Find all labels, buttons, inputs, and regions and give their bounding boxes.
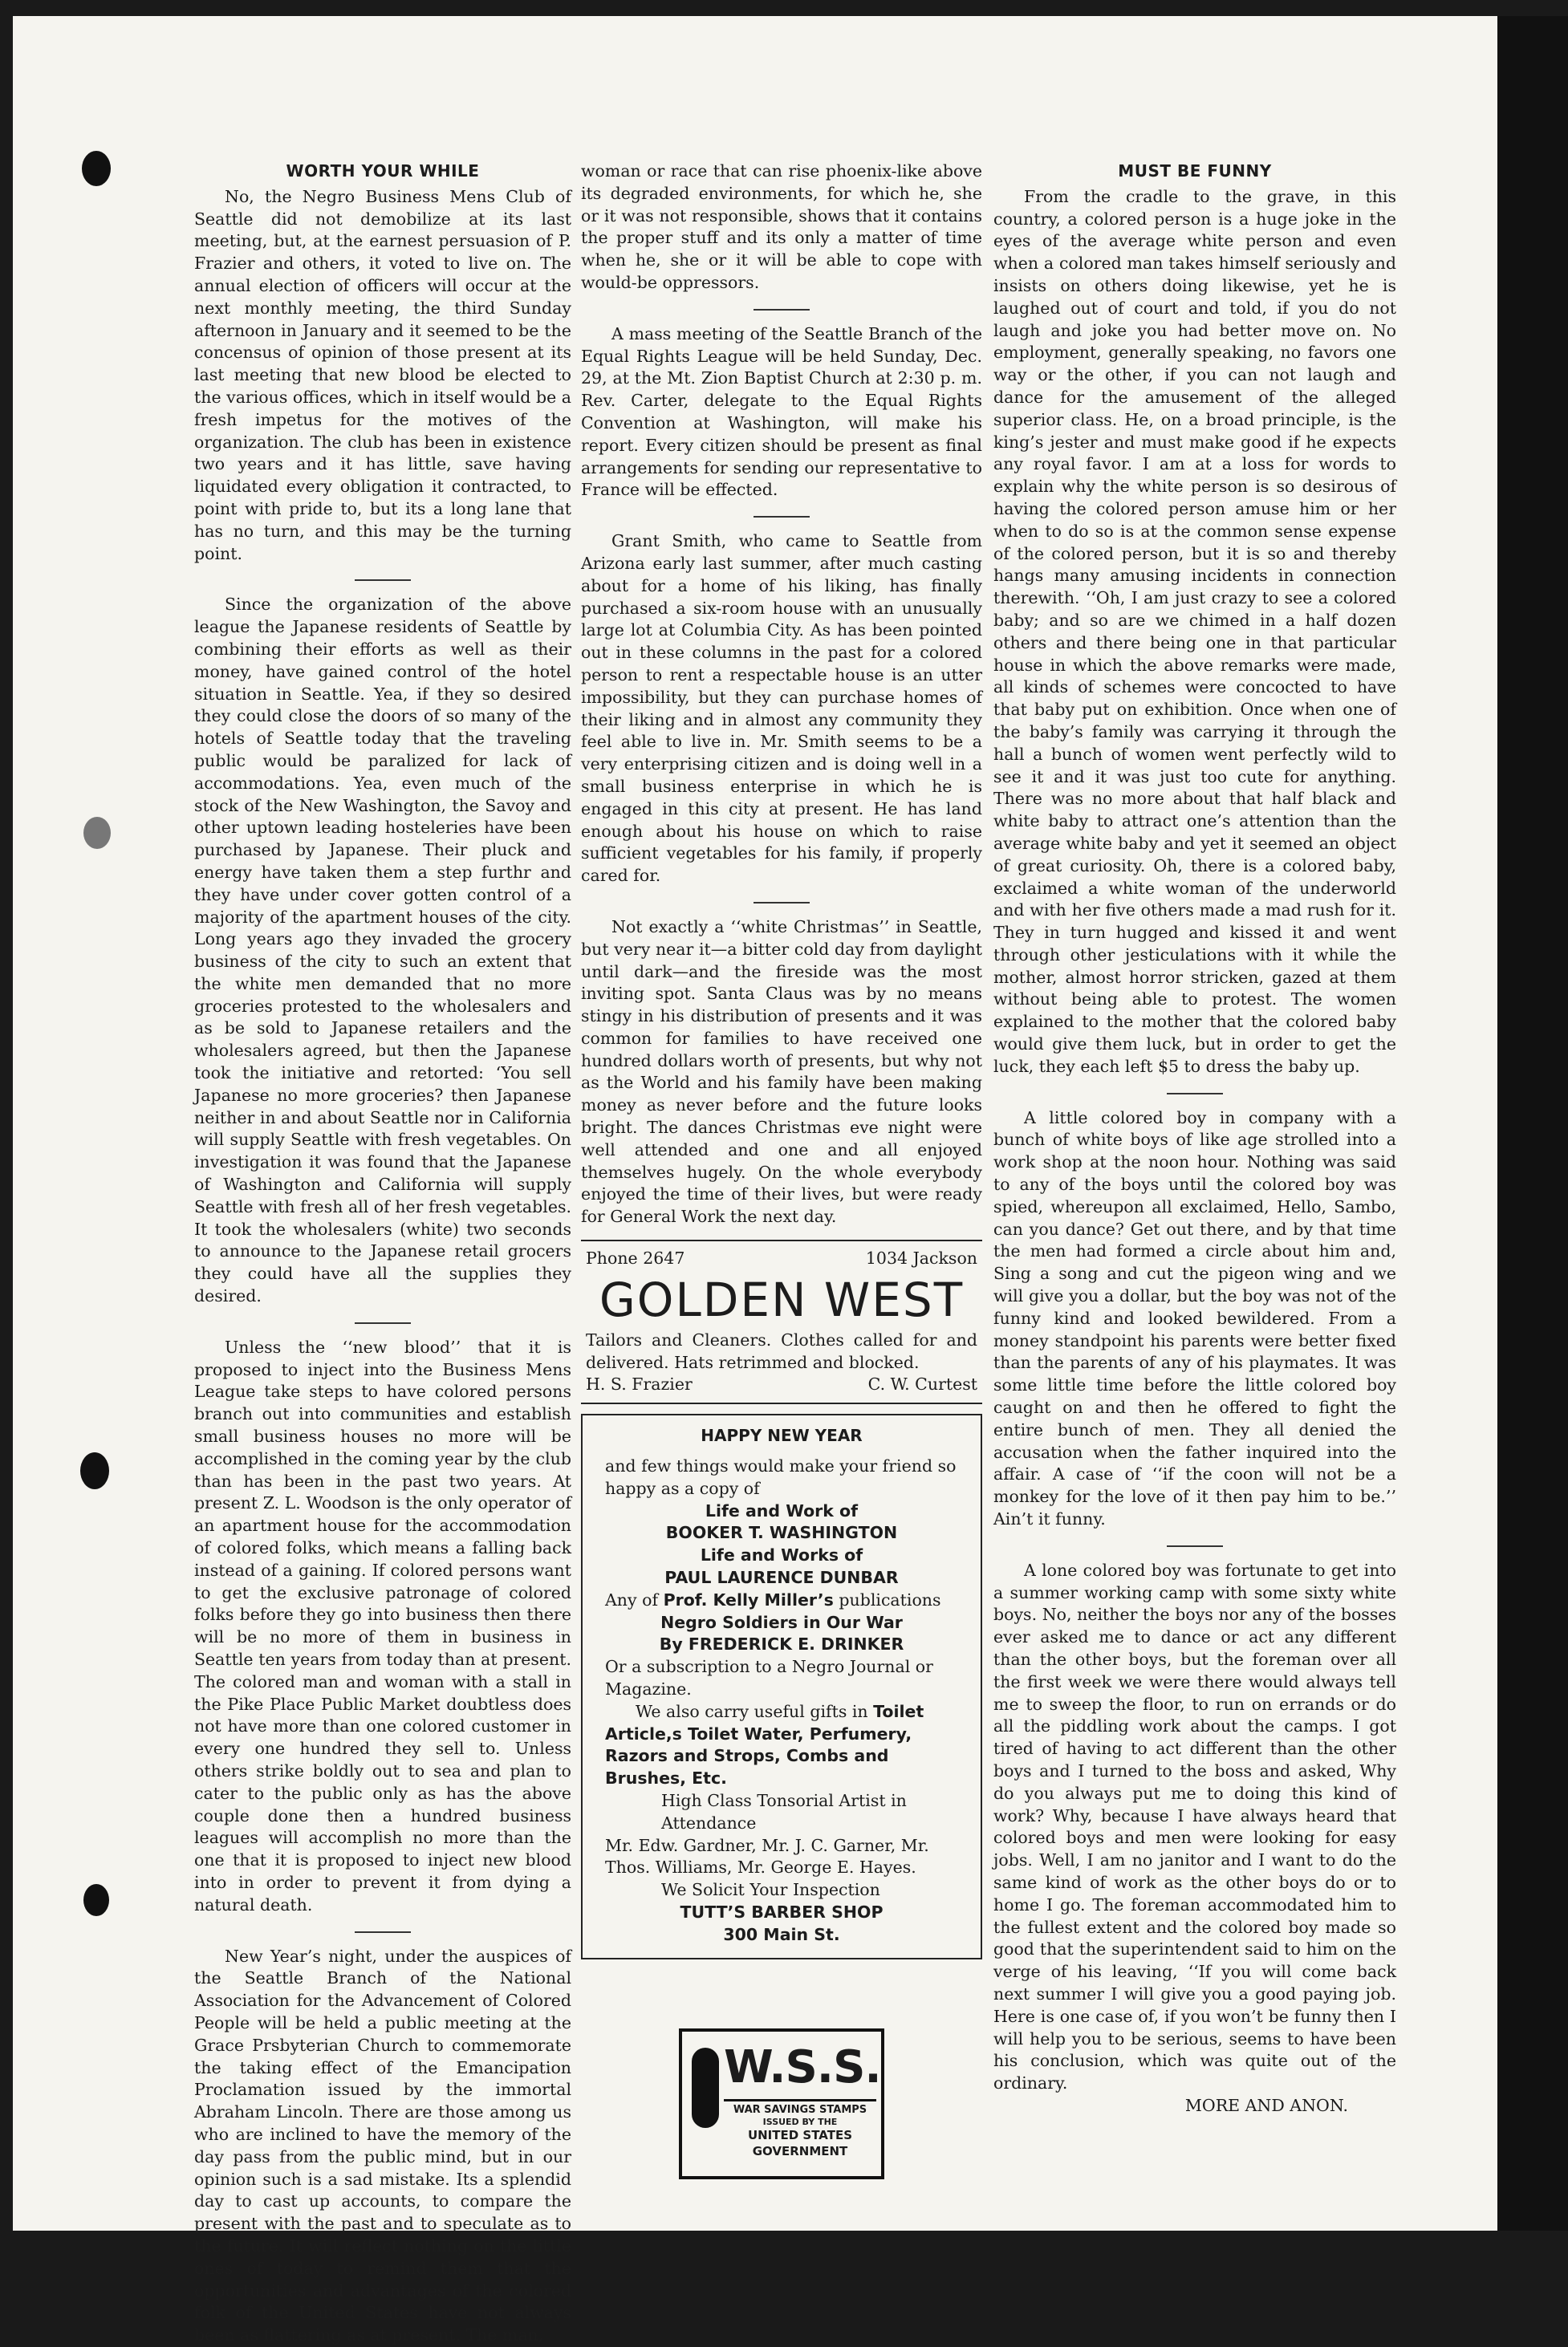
logo-lettering: ISSUED BY THE — [762, 2116, 838, 2127]
golden-west-ad — [581, 1240, 982, 1404]
paragraph: From the cradle to the grave, in this country, a colored person is a huge joke in the eyes of the average white person and even when a colored man takes himself seriously and insists on others doing likewise, yet he is laughed out of court and told, if you do not laugh and joke you had better move on. No employment, generally speaking, no favors one way or the other, if you can not laugh and dance for the amusement of the alleged superior class. He, on a broad principle, is the king’s jester and must make good if he expects any royal favor. I am at a loss for words to explain why the white person is so desirous of having the colored person amuse him or her when to do so is at the common sense expense of the colored person, but it is so and thereby hangs many amusing incidents in connection therewith. ‘‘Oh, I am just crazy to see a colored baby; and so are we chimed in a half dozen others and there being one in that particular house in which the above remarks were made, all kinds of schemes were concocted to have that baby put on exhibition. Once when one of the baby’s family was carrying it through the hall a bunch of women went perfectly wild to see it and it was just too cute for anything. There was no more about that half black and white baby to attract one’s attention than the average white baby and yet it seemed an object of great curiosity. Oh, there is a colored baby, exclaimed a white woman of the underworld and with her five others made a mad rush for it. They in turn hugged and kissed it and went through other jesticulations with it while the mother, almost horror stricken, gazed at them without being able to protest. The women explained to the mother that the colored baby would give them luck, but in order to get the luck, they each left $5 to dress the baby up. — [993, 186, 1396, 1076]
logo-lettering: WAR SAVINGS STAMPS — [724, 2099, 876, 2118]
ad-text: publications — [839, 1590, 941, 1610]
ad-line: and few things would make your friend so happy as a copy of — [605, 1456, 957, 1498]
column-left — [194, 160, 571, 2347]
ad-book: PAUL LAURENCE DUNBAR — [664, 1568, 899, 1588]
paragraph: A mass meeting of the Seattle Branch of the Equal Rights League will be held Sunday, Dec. 29, at the Mt. Zion Baptist Church at 2:30 p. m. Rev. Carter, delegate to the Equal Rights Convention at Washington, will make his report. Every citizen should be present as final arrangements for sending our representative to France will be effected. — [581, 323, 982, 500]
ad-line — [605, 1701, 958, 1790]
logo-lettering: UNITED STATES — [747, 2127, 853, 2142]
paragraph: No, the Negro Business Mens Club of Seattle did not demobilize at its last meeting, but, at the earnest persuasion of P. Frazier and others, it voted to live on. The annual election of officers will occur at the next monthly meeting, the third Sunday afternoon in January and it seemed to be the concensus of opinion of those present at its last meeting that new blood be elected to the various offices, which in itself would be a fresh impetus for the motives of the organization. The club has been in existence two years and it has little, save having liquidated every obligation it contracted, to point with pride to, but its a long lane that has no turn, and this may be the turning point. — [194, 186, 571, 563]
ad-body: Tailors and Cleaners. Clothes called for and delivered. Hats retrimmed and blocked. — [586, 1330, 977, 1372]
binder-hole-top — [82, 151, 111, 186]
column-right — [993, 160, 1396, 2118]
newspaper-page — [13, 16, 1497, 2345]
section-divider — [754, 516, 810, 518]
ad-text-bold: Prof. Kelly Miller’s — [663, 1590, 834, 1610]
ad-book: BOOKER T. WASHINGTON — [665, 1523, 898, 1543]
section-divider — [355, 579, 411, 581]
logo-lettering: W.S.S. — [724, 2040, 881, 2093]
ad-book: Life and Work of — [705, 1500, 859, 1521]
paragraph: Since the organization of the above league the Japanese residents of Seattle by combining their efforts as well as their money, have gained control of the hotel situation in Seattle. Yea, if they so desired they could close the doors of so many of the hotels of Seattle today that the traveling public would be paralized for lack of accommodations. Yea, even much of the stock of the New Washington, the Savoy and other uptown leading hosteleries have been purchased by Japanese. Their pluck and energy have taken them a step furthr and they have under cover gotten control of a majority of the apartment houses of the city. Long years ago they invaded the grocery business of the city to such an extent that the white men demanded that no more groceries protested to the wholesalers and as be sold to Japanese retailers and the wholesalers agreed, but then the Japanese took the initiative and retorted: ‘You sell Japanese no more groceries? then Japanese neither in and about Seattle nor in California will supply Seattle with fresh vegetables. On investigation it was found that the Japanese of Washington and California will supply Seattle with fresh all of her fresh vegetables. It took the wholesalers (white) two seconds to announce to the Japanese retail grocers they could have all the supplies they desired. — [194, 595, 571, 1306]
ad-book: Life and Works of — [700, 1545, 863, 1565]
section-divider — [355, 1931, 411, 1933]
war-savings-stamps-logo — [679, 2028, 884, 2179]
ad-owner: H. S. Frazier — [586, 1374, 693, 1395]
ad-book: Negro Soldiers in Our War — [660, 1612, 903, 1632]
section-divider — [754, 902, 810, 903]
paragraph: Grant Smith, who came to Seattle from Arizona early last summer, after much casting about for a home of his liking, has finally purchased a six-room house with an unusually large lot at Columbia City. As has been pointed out in these columns in the past for a colored person to rent a respectable house is an utter impossibility, but they can purchase homes of their liking and in almost any community they feel able to live in. Mr. Smith seems to be a very enterprising citizen and is doing well in a small business enterprise in which he is engaged in this city at present. He has land enough about his house on which to raise sufficient vegetables for his family, if properly cared for. — [581, 531, 982, 886]
ad-line: Mr. Edw. Gardner, Mr. J. C. Garner, Mr. Thos. Williams, Mr. George E. Hayes. — [605, 1835, 929, 1878]
headline-worth-your-while: WORTH YOUR WHILE — [286, 161, 480, 181]
section-divider — [1167, 1545, 1223, 1547]
ad-owner: C. W. Curtest — [867, 1374, 977, 1395]
ad-book: By FREDERICK E. DRINKER — [659, 1634, 904, 1655]
paragraph: New Year’s night, under the auspices of the Seattle Branch of the National Association for the Advancement of Colored People will be held a public meeting at the Grace Prsbyterian Church to commemorate the taking effect of the Emancipation Proclamation issued by the immortal Abraham Lincoln. There are those among us who are inclined to have the memory of the day pass from the public mind, but in our opinion such is a sad mistake. Its a splendid day to cast up accounts, to compare the present with the past and to speculate as to the future. It will reflect nothing on the little ones of today to remind them that the opportunities and advantages of the colored folk of the United States have not always been as flattering as at present. The man, — [194, 1946, 571, 2345]
section-divider — [754, 309, 810, 311]
paragraph: Unless the ‘‘new blood’’ that it is proposed to inject into the Business Mens League take steps to have colored persons branch out into communities and establish small business houses no more will be accomplished in the coming year by the club than has been in the past two years. At present Z. L. Woodson is the only operator of an apartment house for the accommodation of colored folks, which means a falling back instead of a gaining. If colored persons want to get the exclusive patronage of colored folks before they go into business then there will be no more of them in business in Seattle ten years from today than at present. The colored man and woman with a stall in the Pike Place Public Market doubtless does not have more than one colored customer in every one hundred they sell to. Unless others strike boldly out to sea and plan to cater to the public only as has the above couple done then a hundred business leagues will accomplish no more than the one that it is proposed to inject new blood into in order to prevent it from dying a natural death. — [194, 1337, 571, 1915]
column-middle — [581, 160, 982, 2179]
logo-lettering: GOVERNMENT — [752, 2143, 848, 2158]
paragraph: Not exactly a ‘‘white Christmas’’ in Seattle, but very near it—a bitter cold day from daylight until dark—and the fireside was the most inviting spot. Santa Claus was by no means stingy in his distribution of presents and it was common for families to have received one hundred dollars worth of presents, but why not as the World and his family have been making money as never before and the future looks bright. The dances Christmas eve night were well attended and one and all enjoyed themselves hugely. On the whole everybody enjoyed the time of their lives, but were ready for General Work the next day. — [581, 916, 982, 1227]
ad-text: Any of — [605, 1590, 659, 1610]
scan-edge-strip — [1497, 16, 1568, 2231]
signature: MORE AND ANON. — [1184, 2095, 1348, 2115]
ad-title: HAPPY NEW YEAR — [701, 1426, 863, 1446]
ad-line: We Solicit Your Inspection — [661, 1880, 880, 1900]
ad-text-bold: Toilet Article,s Toilet Water, Perfumery, Razors and Strops, Combs and Brushes, Etc. — [605, 1701, 924, 1789]
ad-line: High Class Tonsorial Artist in Attendance — [661, 1791, 907, 1833]
paragraph: woman or race that can rise phoenix-like above its degraded environments, for which he, she or it was not responsible, shows that it contains the proper stuff and its only a matter of time when he, she or it will be able to cope with would-be oppressors. — [581, 161, 982, 292]
binder-hole-bottom — [83, 1884, 109, 1916]
paragraph: A lone colored boy was fortunate to get into a summer working camp with some sixty white boys. No, neither the boys nor any of the bosses ever asked me to dance or act any different than the other boys, but the foreman over all the first week we were there would always tell me to sweep the floor, to run on errands or do all the piddling work about the camps. I got tired of having to act different than the other boys and I turned to the boss and asked, Why do you always put me to doing this kind of work? Why, because I have always heard that colored boys and men were looking for easy jobs. Well, I am no janitor and I want to do the same kind of work as the other boys do or to home I go. The foreman accommodated him to the fullest extent and the colored boy made so good that the superintendent said to him on the verge of his leaving, ‘‘If you will come back next summer I will give you a good paying job. Here is one case of, if you won’t be funny then I will help you to be serious, seems to have been his conclusion, which was quite out of the ordinary. — [993, 1560, 1396, 2093]
paragraph: A little colored boy in company with a bunch of white boys of like age strolled into a work shop at the noon hour. Nothing was said to any of the boys until the colored boy was spied, whereupon all exclaimed, Hello, Sambo, can you dance? Get out there, and by that time the men had formed a circle about him and, Sing a song and cut the pigeon wing and we will give you a dollar, but the boy was not of the funny kind and looked bewildered. From a money standpoint his parents were better fixed than the parents of any of his playmates. It was some little time before the little colored boy caught on and then he offered to fight the entire bunch of men. They all denied the accusation when the father inquired into the affair. A case of ‘‘if the coon will not be a monkey for the love of it then pay him to be.’’ Ain’t it funny. — [993, 1107, 1396, 1529]
ad-shop-name: TUTT’S BARBER SHOP — [680, 1902, 884, 1922]
binder-hole-lower — [80, 1452, 109, 1489]
ad-text: We also carry useful gifts in — [636, 1701, 868, 1721]
barber-shop-ad — [581, 1414, 982, 1959]
ad-line — [605, 1590, 958, 1612]
ad-contact-row — [586, 1248, 977, 1270]
ad-owners-row — [586, 1374, 977, 1396]
section-divider — [1167, 1093, 1223, 1094]
ad-shop-address: 300 Main St. — [723, 1924, 840, 1944]
liberty-figure-icon — [692, 2048, 719, 2128]
binder-hole-middle — [83, 817, 111, 849]
ad-phone: Phone 2647 — [586, 1249, 685, 1269]
ad-line: Or a subscription to a Negro Journal or Magazine. — [605, 1657, 933, 1699]
section-divider — [355, 1322, 411, 1324]
ad-address: 1034 Jackson — [865, 1249, 977, 1269]
headline-must-be-funny: MUST BE FUNNY — [1118, 161, 1272, 181]
ad-business-name: GOLDEN WEST — [599, 1272, 965, 1327]
